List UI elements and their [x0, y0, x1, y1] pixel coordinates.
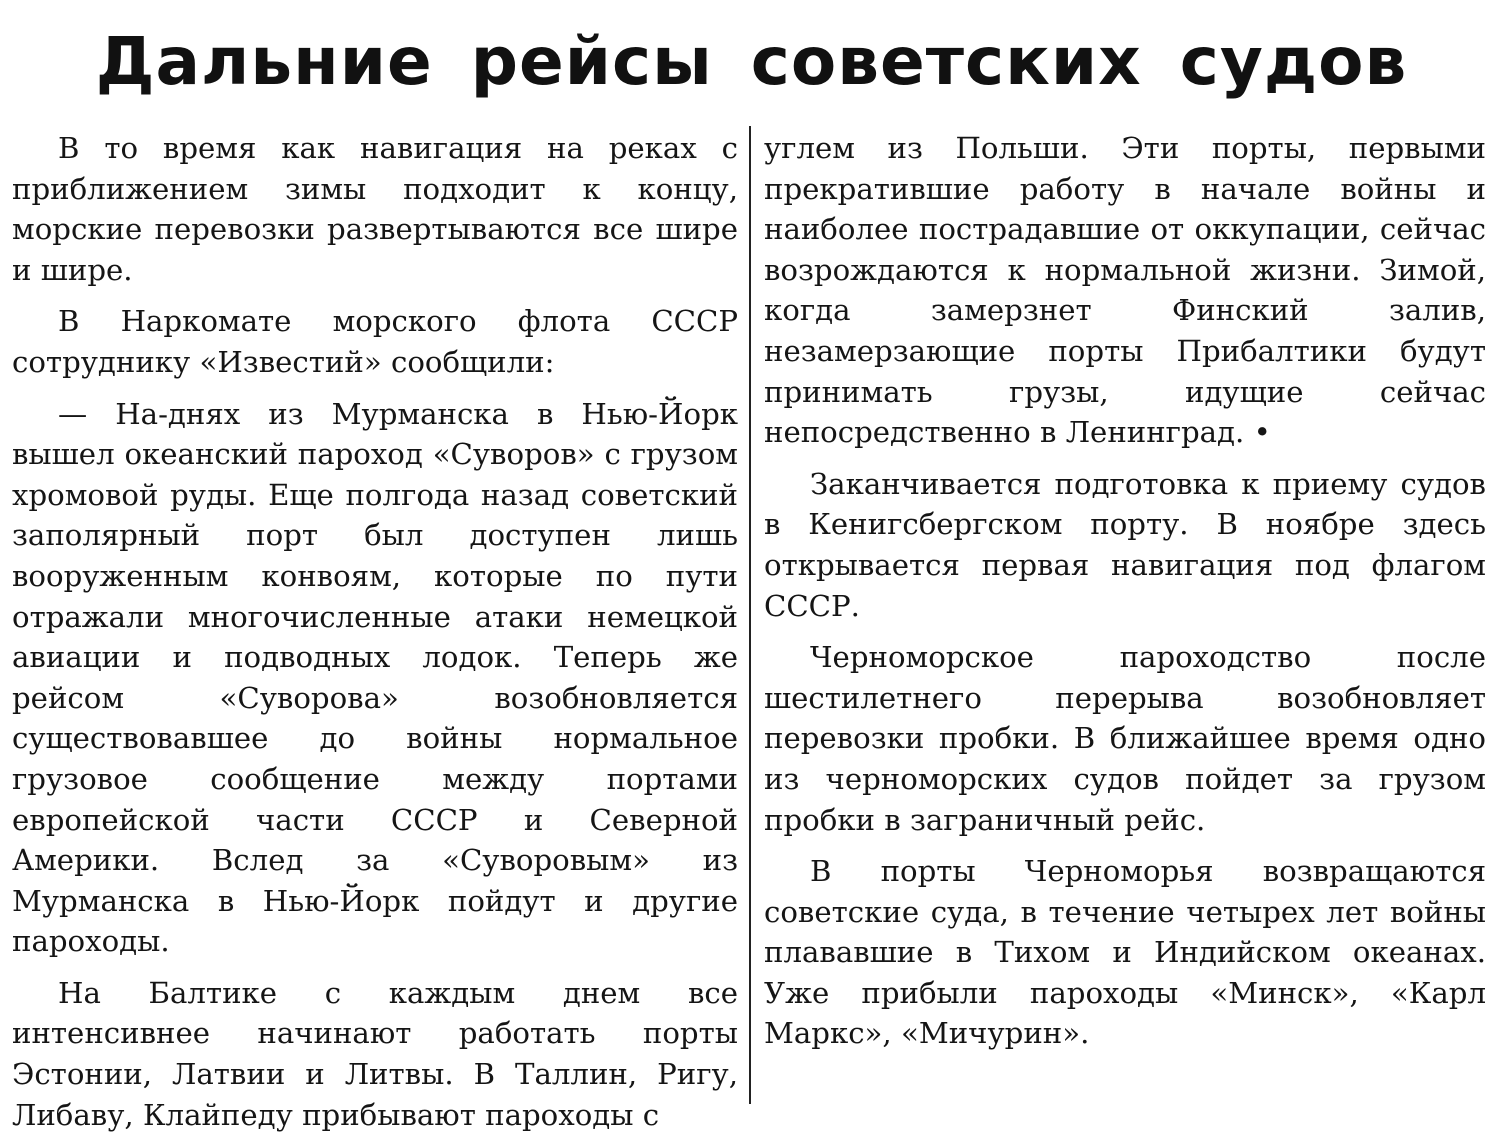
paragraph-murmansk: — На-днях из Мурманска в Нью-Йорк вышел океанский пароход «Суворов» с грузом хромовой руды. Еще полгода назад советский заполярный порт был доступен лишь вооруженным конвоям, которые по пути отражали многочисленные атаки немецкой авиации и подводных лодок. Теперь же рейсом «Суворова» возобновляется существовавшее до войны нормальное грузовое сообщение между портами европейской части СССР и Северной Америки. Вслед за «Суворовым» из Мурманска в Нью-Йорк пойдут и другие пароходы.: [12, 396, 738, 959]
paragraph-intro: В то время как навигация на реках с приближением зимы подходит к концу, морские перевозки развертываются все шире и шире.: [12, 131, 738, 287]
column-divider: [749, 126, 751, 1104]
paragraph-black-sea-ports: В порты Черноморья возвращаются советские суда, в течение четырех лет войны плававшие в Тихом и Индийском океанах. Уже прибыли пароходы «Минск», «Карл Маркс», «Мичурин».: [764, 854, 1486, 1051]
left-column: [12, 128, 738, 1146]
article-headline: Дальние рейсы советских судов: [95, 23, 1408, 100]
paragraph-konigsberg: Заканчивается подготовка к приему судов в Кенигсбергском порту. В ноябре здесь открывается первая навигация под флагом СССР.: [764, 466, 1486, 623]
paragraph-baltic: На Балтике с каждым днем все интенсивнее начинают работать порты Эстонии, Латвии и Литвы. В Таллин, Ригу, Либаву, Клайпеду прибывают пароходы с: [12, 975, 738, 1132]
right-column: [764, 128, 1486, 1065]
paragraph-black-sea-shipping: Черноморское пароходство после шестилетнего перерыва возобновляет перевозки пробки. В ближайшее время одно из черноморских судов пойдет за грузом пробки в заграничный рейс.: [764, 640, 1486, 837]
paragraph-ministry: В Наркомате морского флота СССР сотруднику «Известий» сообщили:: [12, 304, 738, 379]
paragraph-baltic-continued: углем из Польши. Эти порты, первыми прекратившие работу в начале войны и наиболее пострадавшие от оккупации, сейчас возрождаются к нормальной жизни. Зимой, когда замерзнет Финский залив, незамерзающие порты Прибалтики будут принимать грузы, идущие сейчас непосредственно в Ленинград. •: [764, 131, 1486, 450]
